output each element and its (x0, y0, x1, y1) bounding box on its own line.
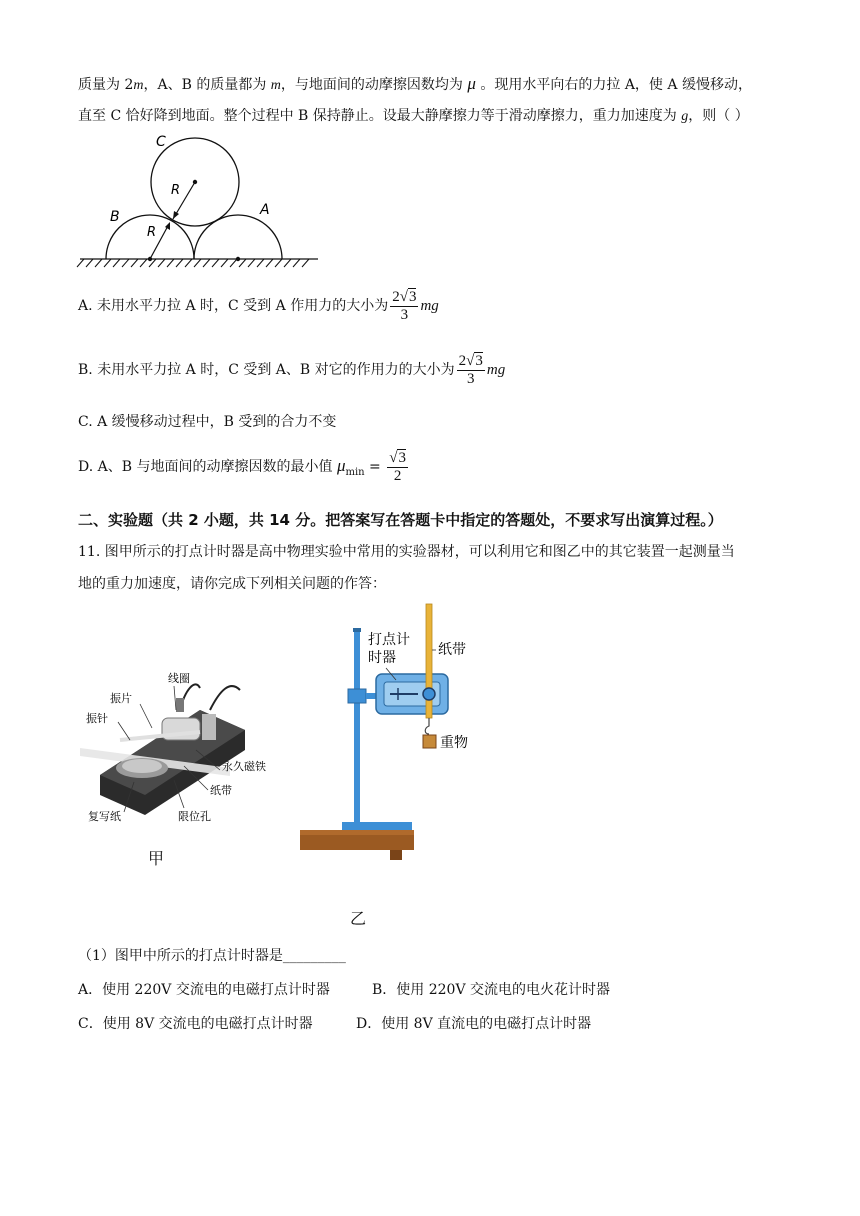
ground-hatch (284, 259, 291, 267)
ground-hatch (86, 259, 93, 267)
fraction: $\frac{√3}{2}$ (389, 449, 406, 484)
label-carbon-paper: 复写纸 (88, 810, 121, 823)
choice-b: B．使用 220V 交流电的电火花计时器 (372, 982, 611, 998)
ground-hatch (230, 259, 237, 267)
fraction: $\frac{2√3}{3}$ (392, 288, 417, 323)
question-1: （1）图甲中所示的打点计时器是_________ (78, 948, 346, 964)
label-coil: 线圈 (168, 672, 190, 685)
ground-hatch (158, 259, 165, 267)
label-magnet: 永久磁铁 (222, 760, 266, 773)
option-b: B. 未用水平力拉 A 时，C 受到 A、B 对它的作用力的大小为 $\frac{2√3}{3}$ mg (78, 352, 506, 387)
label-reed: 振片 (110, 692, 132, 705)
problem11-line2: 地的重力加速度，请你完成下列相关问题的作答： (78, 576, 386, 592)
ground-hatch (113, 259, 120, 267)
ground-hatch (131, 259, 138, 267)
ground-hatch (194, 259, 201, 267)
label-timer-2: 时器 (368, 650, 396, 666)
ground-hatch (140, 259, 147, 267)
stand-figure-yi (296, 600, 496, 860)
label-timer-1: 打点计 (368, 632, 410, 648)
ground-hatch (257, 259, 264, 267)
caption-yi: 乙 (350, 909, 367, 928)
label-tape-yi: 纸带 (438, 642, 466, 658)
label-r1: R (171, 183, 181, 198)
timer-figure-jia (80, 670, 270, 840)
choice-a: A．使用 220V 交流电的电磁打点计时器 (78, 982, 330, 998)
label-weight: 重物 (440, 735, 468, 751)
ground-hatch (275, 259, 282, 267)
ground-hatch (167, 259, 174, 267)
option-d: D. A、B 与地面间的动摩擦因数的最小值 $\mu_{min}$ = $\frac{√3}{2}$ (78, 449, 406, 484)
ground-hatch (302, 259, 309, 267)
caption-jia: 甲 (148, 849, 165, 868)
label-needle: 振针 (86, 712, 108, 725)
ground-hatch (293, 259, 300, 267)
label-b: B (110, 209, 120, 225)
label-a: A (260, 202, 270, 218)
problem10-line1: 质量为 2m，A、B 的质量都为 m，与地面间的动摩擦因数均为 μ 。现用水平向右的力拉 A，使 A 缓慢移动， (78, 74, 752, 93)
ground-hatch (266, 259, 273, 267)
ground-hatch (203, 259, 210, 267)
choice-c: C．使用 8V 交流电的电磁打点计时器 (78, 1016, 313, 1032)
label-limit-hole: 限位孔 (178, 810, 211, 823)
fraction: $\frac{2√3}{3}$ (458, 352, 483, 387)
ground-hatch (95, 259, 102, 267)
ground-hatch (212, 259, 219, 267)
option-a: A. 未用水平力拉 A 时，C 受到 A 作用力的大小为 $\frac{2√3}{3}$ mg (78, 288, 439, 323)
problem11-line1: 11. 图甲所示的打点计时器是高中物理实验中常用的实验器材，可以利用它和图乙中的其它装置一起测量当 (78, 544, 735, 560)
ground-hatch (221, 259, 228, 267)
option-c: C. A 缓慢移动过程中，B 受到的合力不变 (78, 414, 337, 430)
choice-d: D．使用 8V 直流电的电磁打点计时器 (356, 1016, 592, 1032)
circles-figure (70, 126, 330, 272)
ground-hatch (185, 259, 192, 267)
mu-symbol: μ (467, 74, 476, 93)
label-tape: 纸带 (210, 784, 232, 797)
problem10-line2: 直至 C 恰好降到地面。整个过程中 B 保持静止。设最大静摩擦力等于滑动摩擦力，重力加速度为 g，则（ ） (78, 108, 749, 124)
ground-hatch (122, 259, 129, 267)
ground-hatch (104, 259, 111, 267)
ground-hatch (77, 259, 84, 267)
ground-hatch (239, 259, 246, 267)
label-r2: R (147, 225, 157, 240)
ground-hatch (176, 259, 183, 267)
section-heading: 二、实验题（共 2 小题，共 14 分。把答案写在答题卡中指定的答题处，不要求写出演算过程。） (78, 511, 723, 529)
label-c: C (156, 134, 166, 150)
ground-hatch (248, 259, 255, 267)
